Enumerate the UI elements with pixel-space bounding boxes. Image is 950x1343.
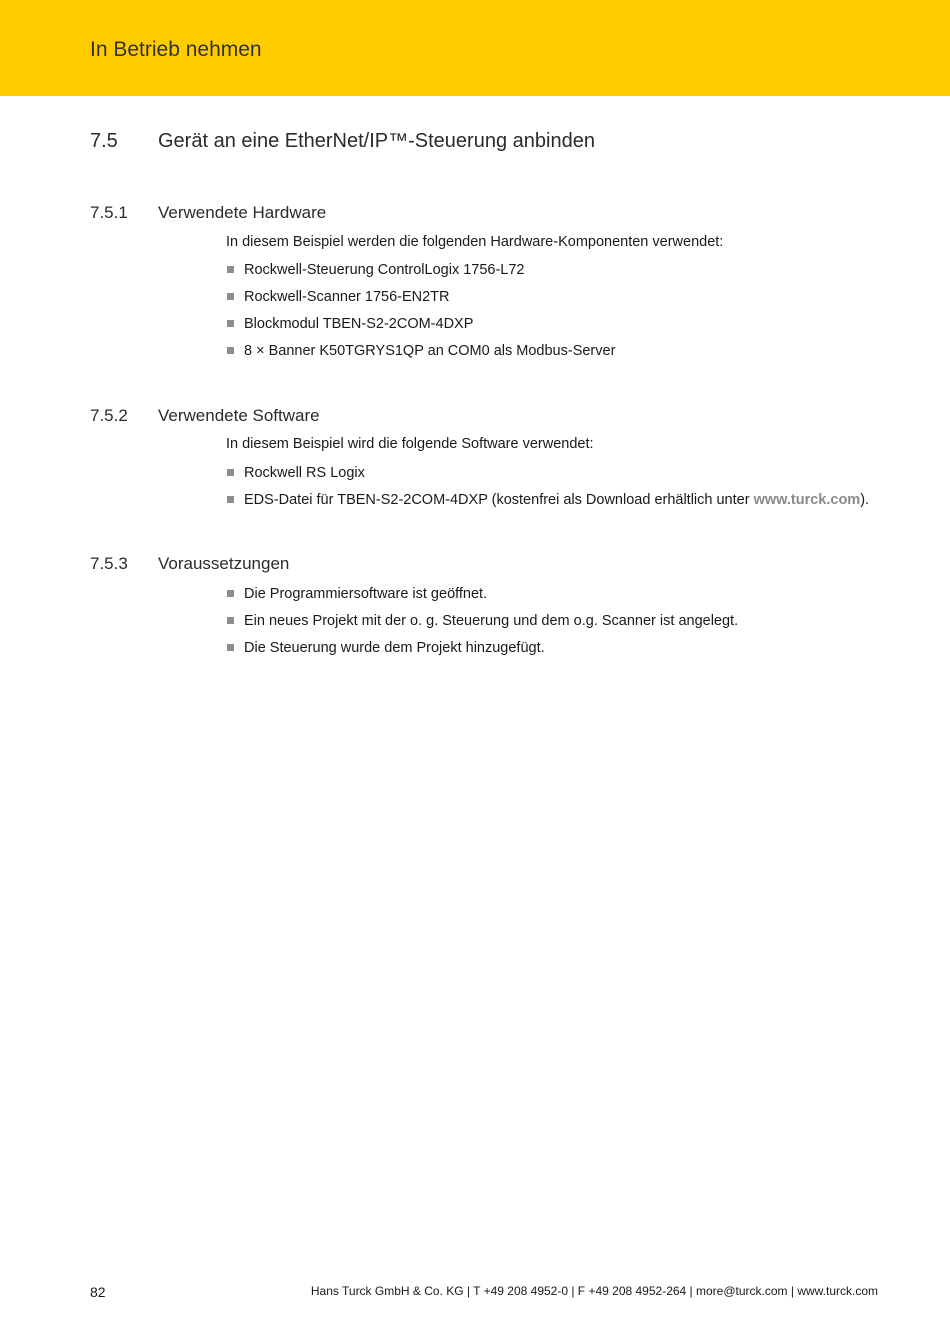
subsection-number: 7.5.2 <box>90 406 128 425</box>
subsection-title: Voraussetzungen <box>158 554 290 573</box>
bullet-square-icon <box>227 617 234 624</box>
list-item: Blockmodul TBEN-S2-2COM-4DXP <box>226 315 615 342</box>
bullet-square-icon <box>227 320 234 327</box>
footer-contact: Hans Turck GmbH & Co. KG | T +49 208 4952-0 | F +49 208 4952-264 | more@turck.com | www.turck.com <box>310 1284 878 1298</box>
turck-website-link[interactable]: www.turck.com <box>753 492 861 508</box>
section-title: Gerät an eine EtherNet/IP™-Steuerung anbinden <box>158 130 595 152</box>
list-item: EDS-Datei für TBEN-S2-2COM-4DXP (kostenfrei als Download erhältlich unter www.turck.com). <box>226 491 869 518</box>
bullet-square-icon <box>227 347 234 354</box>
header-title: In Betrieb nehmen <box>90 38 262 61</box>
subsection-title: Verwendete Software <box>158 406 320 425</box>
list-item: Die Programmiersoftware ist geöffnet. <box>226 585 738 612</box>
list-item: Ein neues Projekt mit der o. g. Steuerung und dem o.g. Scanner ist angelegt. <box>226 612 738 639</box>
subsection-heading-requirements <box>90 554 290 574</box>
subsection-heading-hardware <box>90 203 327 223</box>
bullet-square-icon <box>227 266 234 273</box>
list-item: Rockwell-Scanner 1756-EN2TR <box>226 288 615 315</box>
software-intro: In diesem Beispiel wird die folgende Software verwendet: <box>226 436 594 452</box>
software-list <box>226 464 869 518</box>
subsection-number: 7.5.1 <box>90 203 128 222</box>
bullet-square-icon <box>227 469 234 476</box>
section-heading <box>90 130 595 153</box>
subsection-title: Verwendete Hardware <box>158 203 327 222</box>
page-number: 82 <box>90 1284 106 1300</box>
header-band <box>0 0 950 96</box>
bullet-square-icon <box>227 590 234 597</box>
bullet-square-icon <box>227 644 234 651</box>
list-item: Rockwell RS Logix <box>226 464 869 491</box>
requirements-list <box>226 585 738 666</box>
subsection-number: 7.5.3 <box>90 554 128 573</box>
hardware-intro: In diesem Beispiel werden die folgenden Hardware-Komponenten verwendet: <box>226 234 724 250</box>
list-item: 8 × Banner K50TGRYS1QP an COM0 als Modbus-Server <box>226 342 615 369</box>
bullet-square-icon <box>227 496 234 503</box>
section-number: 7.5 <box>90 130 118 152</box>
list-item: Die Steuerung wurde dem Projekt hinzugefügt. <box>226 639 738 666</box>
list-item: Rockwell-Steuerung ControlLogix 1756-L72 <box>226 261 615 288</box>
subsection-heading-software <box>90 406 320 426</box>
hardware-list <box>226 261 615 369</box>
bullet-square-icon <box>227 293 234 300</box>
